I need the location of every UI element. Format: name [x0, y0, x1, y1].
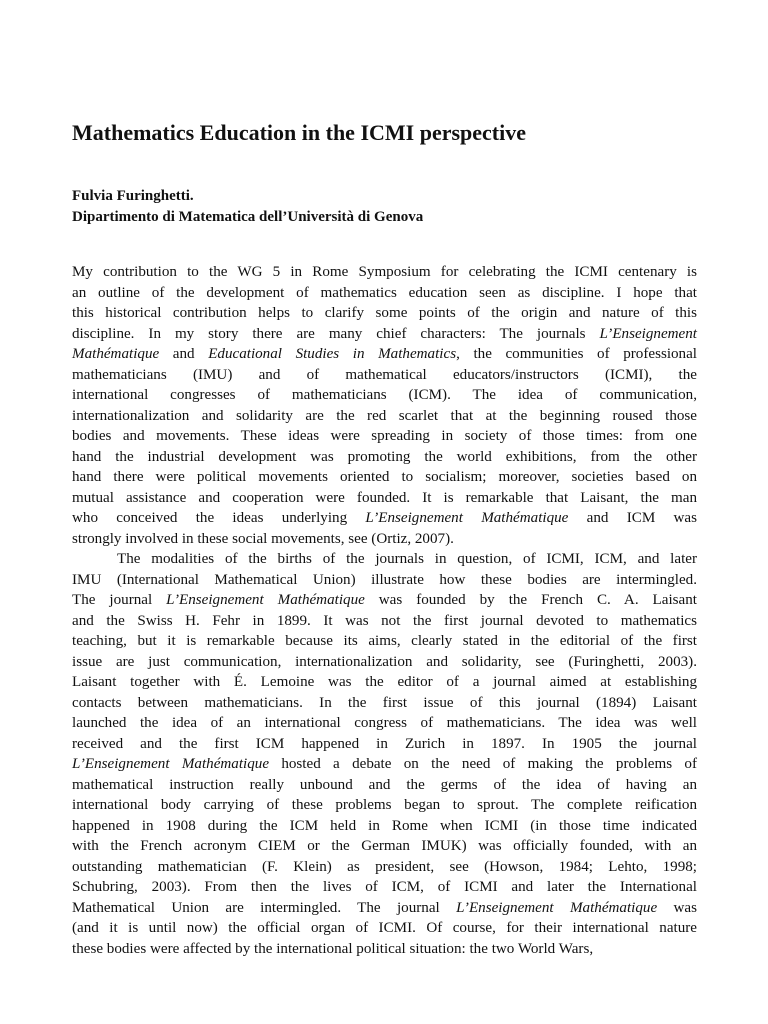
text-run: My contribution to the WG 5 in Rome Symposium for celebrating the ICMI centenary is	[72, 264, 697, 280]
text-run: mathematicians (IMU) and of mathematical educators/instructors (ICMI), the	[72, 366, 697, 383]
text-line	[72, 426, 697, 447]
text-run: these bodies were affected by the international political situation: the two World Wars,	[72, 940, 594, 957]
text-run: and	[159, 346, 209, 362]
text-run: hand there were political movements oriented to socialism; moreover, societies based on	[72, 469, 697, 485]
text-line	[72, 754, 697, 775]
text-line	[72, 529, 697, 550]
text-line	[72, 775, 697, 796]
text-line	[72, 385, 697, 406]
text-line	[72, 262, 697, 283]
text-line	[72, 344, 697, 365]
text-run: Laisant together with É. Lemoine was the editor of a journal aimed at establishing	[72, 674, 697, 690]
italic-text: L’Enseignement Mathématique	[456, 899, 658, 916]
text-run: (and it is until now) the official organ of ICMI. Of course, for their international nature	[72, 920, 697, 936]
text-run: launched the idea of an international congress of mathematicians. The idea was well	[72, 715, 697, 731]
text-run: mathematical instruction really unbound and the germs of the idea of having an	[72, 776, 697, 793]
text-line	[72, 672, 697, 693]
text-run: issue are just communication, internationalization and solidarity, see (Furinghetti, 2003).	[72, 653, 697, 670]
text-run: international body carrying of these problems began to sprout. The complete reification	[72, 797, 697, 813]
text-run: Schubring, 2003). From then the lives of ICM, of ICMI and later the International	[72, 879, 697, 895]
text-run: The journal	[72, 592, 167, 608]
text-line	[72, 467, 697, 488]
text-line	[72, 836, 697, 857]
text-run: this historical contribution helps to clarify some points of the origin and nature of this	[72, 305, 697, 321]
text-run: IMU (International Mathematical Union) illustrate how these bodies are intermingled.	[72, 571, 697, 588]
text-line	[72, 857, 697, 878]
text-run: teaching, but it is remarkable because its aims, clearly stated in the editorial of the first	[72, 633, 697, 649]
text-run: and ICM was	[568, 510, 697, 526]
text-run: was founded by the French C. A. Laisant	[364, 592, 697, 608]
text-run: with the French acronym CIEM or the German IMUK) was officially founded, with an	[72, 838, 697, 854]
text-run: an outline of the development of mathematics education seen as discipline. I hope that	[72, 284, 697, 301]
text-run: who conceived the ideas underlying	[72, 510, 366, 526]
text-line	[72, 447, 697, 468]
italic-text: L’Enseignement Mathématique	[72, 756, 270, 772]
italic-text: L’Enseignement Mathématique	[166, 592, 365, 608]
italic-text: L’Enseignement Mathématique	[365, 510, 569, 526]
text-line	[72, 652, 697, 673]
text-run: received and the first ICM happened in Zurich in 1897. In 1905 the journal	[72, 735, 697, 752]
text-run: internationalization and solidarity are the red scarlet that at the beginning roused those	[72, 407, 697, 424]
italic-text: L’Enseignement	[599, 325, 697, 342]
text-run: was	[657, 899, 697, 916]
paragraph	[72, 262, 697, 549]
text-line	[72, 816, 697, 837]
text-line	[72, 939, 697, 960]
text-line	[72, 611, 697, 632]
text-line	[72, 795, 697, 816]
text-line	[72, 570, 697, 591]
author-block	[72, 186, 423, 228]
text-run: hand the industrial development was promoting the world exhibitions, from the other	[72, 448, 697, 465]
author-name: Fulvia Furinghetti.	[72, 188, 194, 204]
text-run: strongly involved in these social movements, see (Ortiz, 2007).	[72, 530, 454, 547]
text-line	[72, 303, 697, 324]
text-line	[72, 713, 697, 734]
text-line	[72, 734, 697, 755]
text-line	[72, 283, 697, 304]
author-affiliation: Dipartimento di Matematica dell’Università di Genova	[72, 209, 424, 225]
text-run: bodies and movements. These ideas were spreading in society of those times: from one	[72, 428, 697, 444]
text-line	[72, 508, 697, 529]
text-line	[72, 877, 697, 898]
text-run: and the Swiss H. Fehr in 1899. It was not the first journal devoted to mathematics	[72, 612, 697, 629]
text-line	[72, 590, 697, 611]
text-run: The modalities of the births of the journals in question, of ICMI, ICM, and later	[117, 551, 697, 567]
italic-text: Educational Studies in Mathematics	[208, 346, 457, 362]
text-run: outstanding mathematician (F. Klein) as president, see (Howson, 1984; Lehto, 1998;	[72, 858, 697, 875]
text-line	[72, 631, 697, 652]
text-run: , the communities of professional	[456, 346, 697, 362]
paragraph	[72, 549, 697, 959]
text-line	[72, 365, 697, 386]
text-run: international congresses of mathematicians (ICM). The idea of communication,	[72, 387, 697, 403]
text-line	[72, 693, 697, 714]
text-line	[72, 406, 697, 427]
text-line	[72, 488, 697, 509]
text-line	[72, 898, 697, 919]
text-line	[72, 549, 697, 570]
text-run: hosted a debate on the need of making the problems of	[269, 756, 697, 772]
text-run: Mathematical Union are intermingled. The journal	[72, 899, 457, 916]
text-line	[72, 324, 697, 345]
text-run: mutual assistance and cooperation were founded. It is remarkable that Laisant, the man	[72, 489, 697, 506]
text-run: happened in 1908 during the ICM held in Rome when ICMI (in those time indicated	[72, 817, 697, 834]
body-text	[72, 262, 697, 959]
text-line	[72, 918, 697, 939]
italic-text: Mathématique	[72, 346, 160, 362]
text-run: contacts between mathematicians. In the first issue of this journal (1894) Laisant	[72, 694, 697, 711]
text-run: discipline. In my story there are many chief characters: The journals	[72, 325, 600, 342]
paper-title: Mathematics Education in the ICMI perspective	[72, 120, 527, 145]
